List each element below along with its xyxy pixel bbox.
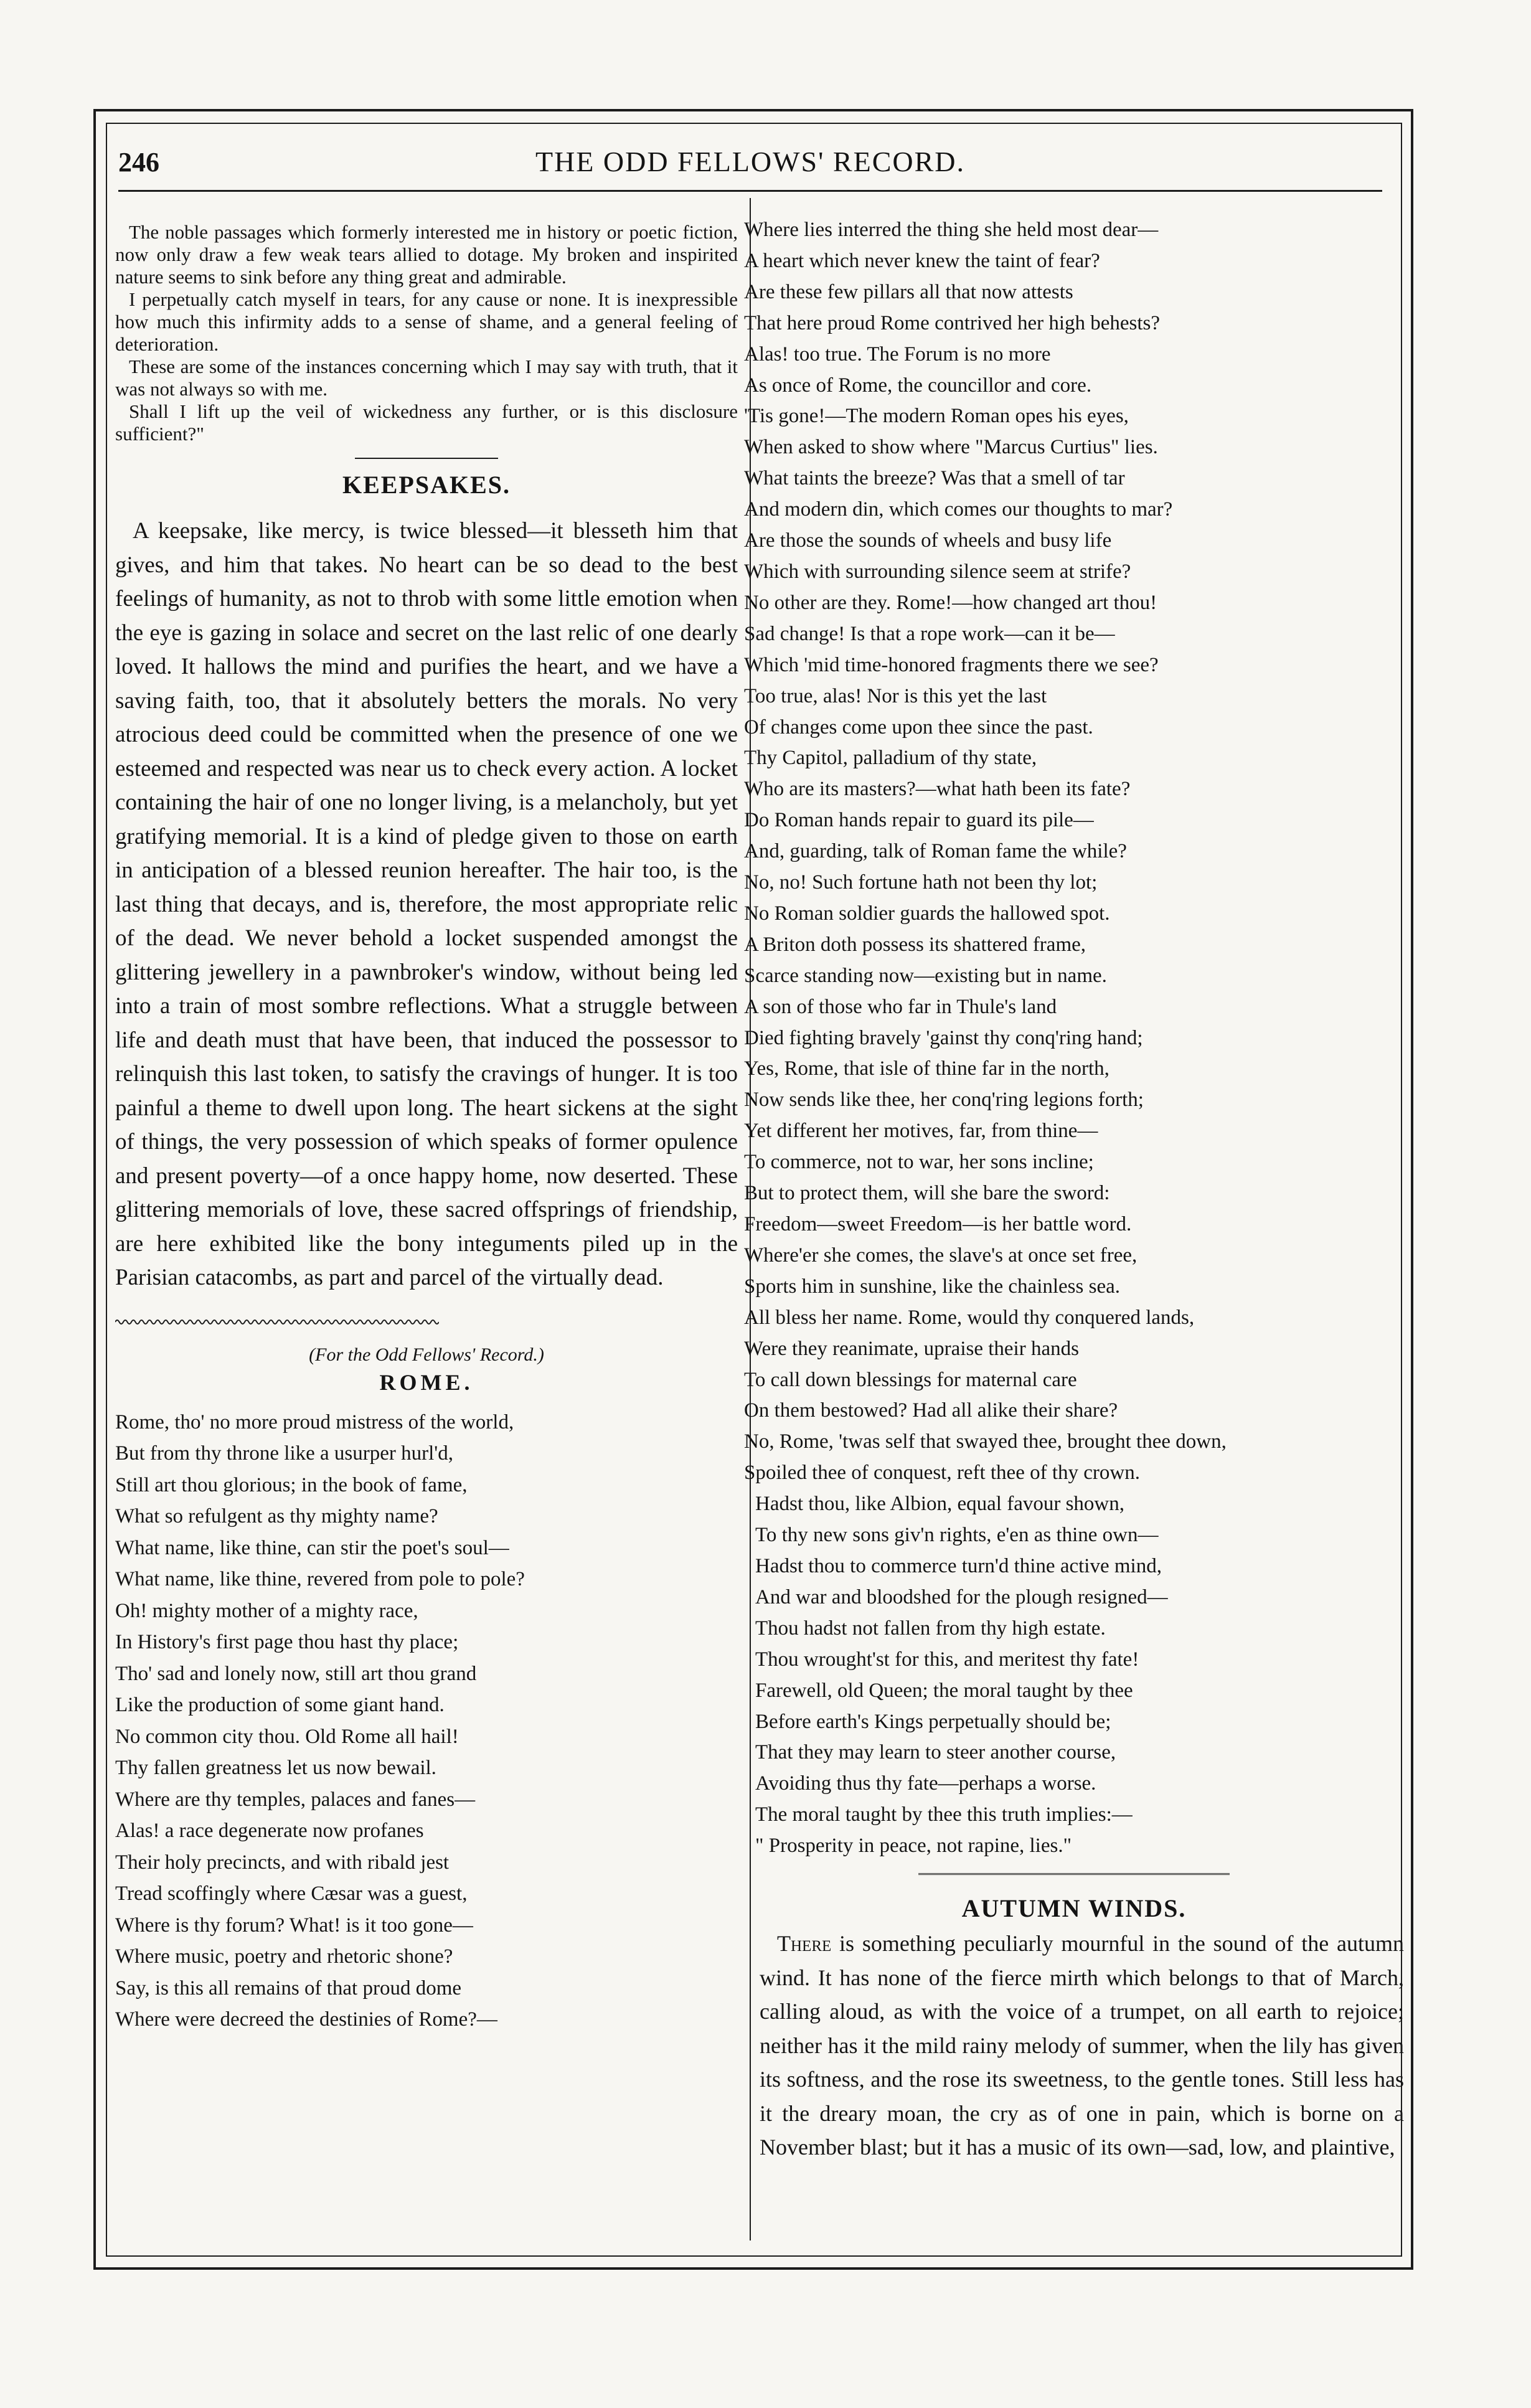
poem-line: No other are they. Rome!—how changed art thou!: [744, 591, 1157, 614]
poem-line: Which with surrounding silence seem at strife?: [744, 560, 1131, 583]
poem-line: What taints the breeze? Was that a smell of tar: [744, 467, 1125, 490]
poem-line: Yet different her motives, far, from thine—: [744, 1120, 1098, 1143]
poem-line: All bless her name. Rome, would thy conquered lands,: [744, 1306, 1195, 1329]
poem-line: Tread scoffingly where Cæsar was a guest,: [115, 1882, 468, 1905]
intro-section: [115, 221, 738, 445]
poem-line: No, no! Such fortune hath not been thy lot;: [744, 871, 1098, 894]
poem-line: Where'er she comes, the slave's at once set free,: [744, 1244, 1138, 1267]
poem-line: No Roman soldier guards the hallowed spot.: [744, 902, 1110, 925]
poem-line: Where music, poetry and rhetoric shone?: [115, 1945, 453, 1968]
keepsakes-paragraph: A keepsake, like mercy, is twice blessed—it blesseth him that gives, and him that takes. No heart can be so dead to the best feelings of humanity, as not to throb with some little emotion when the eye is gazing in solace and secret on the last relic of one dearly loved. It hallows the mind and purifies the heart, and we have a saving faith, too, that it absolutely betters the morals. No very atrocious deed could be committed when the presence of one we esteemed and respected was near us to check every action. A locket containing the hair of one no longer living, is a melancholy, but yet gratifying memorial. It is a kind of pledge given to those on earth in anticipation of a blessed reunion hereafter. The hair too, is the last thing that decays, and is, therefore, the most appropriate relic of the dead. We never behold a locket suspended amongst the glittering jewellery in a pawnbroker's window, without being led into a train of most sombre reflections. What a struggle between life and death must that have been, that induced the possessor to relinquish this last token, to satisfy the cravings of hunger. It is too painful a theme to dwell upon long. The heart sickens at the sight of things, the very possession of which speaks of former opulence and present poverty—of a once happy home, now deserted. These glittering memorials of love, these sacred offsprings of friendship, are here exhibited like the bony integuments piled up in the Parisian catacombs, as part and parcel of the virtually dead.: [115, 518, 738, 1290]
intro-paragraph: I perpetually catch myself in tears, for any cause or none. It is inexpressible how much this infirmity adds to a sense of shame, and a general feeling of deterioration.: [115, 288, 738, 355]
page-number: 246: [118, 147, 159, 177]
poem-line: A heart which never knew the taint of fear?: [744, 249, 1100, 272]
poem-line: Hadst thou to commerce turn'd thine active mind,: [755, 1554, 1162, 1577]
poem-line: As once of Rome, the councillor and core.: [744, 374, 1092, 397]
poem-line: A son of those who far in Thule's land: [744, 995, 1057, 1018]
poem-line: Now sends like thee, her conq'ring legions forth;: [744, 1088, 1144, 1112]
poem-line: And, guarding, talk of Roman fame the while?: [744, 840, 1127, 863]
poem-line: The moral taught by thee this truth implies:—: [755, 1803, 1133, 1826]
poem-line: Farewell, old Queen; the moral taught by thee: [755, 1679, 1133, 1702]
section-rule-double: [918, 1873, 1230, 1877]
autumn-first-word: There: [777, 1931, 832, 1957]
poem-line: Hadst thou, like Albion, equal favour shown,: [755, 1493, 1125, 1516]
poem-line: That they may learn to steer another course,: [755, 1741, 1116, 1764]
poem-line: Yes, Rome, that isle of thine far in the north,: [744, 1057, 1109, 1080]
poem-line: Of changes come upon thee since the past.: [744, 715, 1093, 739]
keepsakes-title: KEEPSAKES.: [342, 471, 511, 499]
poem-line: But from thy throne like a usurper hurl'd,: [115, 1442, 454, 1465]
rome-title: ROME.: [379, 1369, 474, 1395]
header-rule: [118, 190, 1382, 192]
poem-line: Who are its masters?—what hath been its fate?: [744, 778, 1131, 801]
running-title: THE ODD FELLOWS' RECORD.: [535, 146, 966, 177]
poem-line: A Briton doth possess its shattered frame,: [744, 933, 1086, 956]
poem-line: Still art thou glorious; in the book of fame,: [115, 1473, 468, 1496]
poem-line: Died fighting bravely 'gainst thy conq'ring hand;: [744, 1026, 1143, 1049]
poem-line: No common city thou. Old Rome all hail!: [115, 1725, 459, 1748]
poem-line: Where are thy temples, palaces and fanes—: [115, 1788, 476, 1811]
poem-line: Which 'mid time-honored fragments there we see?: [744, 653, 1159, 676]
poem-line: Like the production of some giant hand.: [115, 1694, 445, 1716]
poem-line: That here proud Rome contrived her high behests?: [744, 311, 1161, 334]
poem-line: What so refulgent as thy mighty name?: [115, 1505, 438, 1527]
poem-line: Freedom—sweet Freedom—is her battle word.: [744, 1213, 1132, 1235]
intro-paragraph: The noble passages which formerly interested me in history or poetic fiction, now only draw a few weak tears allied to dotage. My broken and inspirited nature seems to sink before any thing great and admirable.: [115, 221, 738, 288]
poem-line: When asked to show where "Marcus Curtius" lies.: [744, 436, 1158, 459]
poem-line: Are these few pillars all that now attests: [744, 280, 1073, 303]
poem-line: And modern din, which comes our thoughts to mar?: [744, 498, 1173, 521]
poem-line: On them bestowed? Had all alike their share?: [744, 1399, 1118, 1422]
intro-paragraph: These are some of the instances concerning which I may say with truth, that it was not always so with me.: [115, 356, 738, 400]
poem-line: Spoiled thee of conquest, reft thee of thy crown.: [744, 1461, 1140, 1485]
autumn-winds-title: AUTUMN WINDS.: [961, 1894, 1187, 1923]
poem-line: Where were decreed the destinies of Rome?—: [115, 2008, 497, 2031]
poem-line: Thy Capitol, palladium of thy state,: [744, 747, 1037, 770]
poem-line: Their holy precincts, and with ribald jest: [115, 1851, 450, 1874]
poem-line: Too true, alas! Nor is this yet the last: [744, 684, 1047, 707]
poem-line: Are those the sounds of wheels and busy life: [744, 529, 1112, 552]
poem-line: Where is thy forum? What! is it too gone—: [115, 1914, 473, 1937]
autumn-winds-paragraph: [760, 1927, 1404, 2165]
poem-line: In History's first page thou hast thy place;: [115, 1631, 459, 1653]
poem-line: To thy new sons giv'n rights, e'en as thine own—: [755, 1524, 1159, 1547]
poem-line: Were they reanimate, upraise their hands: [744, 1337, 1079, 1360]
poem-line: Do Roman hands repair to guard its pile—: [744, 809, 1094, 832]
poem-line: What name, like thine, revered from pole to pole?: [115, 1568, 525, 1590]
rome-attribution: (For the Odd Fellows' Record.): [309, 1344, 544, 1365]
poem-line: Avoiding thus thy fate—perhaps a worse.: [755, 1772, 1096, 1795]
poem-line: Rome, tho' no more proud mistress of the world,: [115, 1410, 514, 1433]
poem-line: But to protect them, will she bare the sword:: [744, 1182, 1110, 1205]
section-rule: [355, 458, 498, 459]
right-column: [744, 215, 1404, 2165]
poem-line: " Prosperity in peace, not rapine, lies.": [755, 1834, 1072, 1858]
poem-line: To commerce, not to war, her sons incline;: [744, 1151, 1094, 1174]
poem-line: And war and bloodshed for the plough resigned—: [755, 1585, 1168, 1608]
rome-poem-part-2: [744, 215, 1404, 1862]
autumn-text: is something peculiarly mournful in the sound of the autumn wind. It has none of the fierce mirth which belongs to that of March, calling aloud, as with the voice of a trumpet, on all earth to rejoice; neither has it the mild rainy melody of summer, when the lily has given its softness, and the rose its sweetness, to the gentle tones. Still less has it the dreary moan, the cry as of one in pain, which is borne on a November blast; but it has a music of its own—sad, low, and plaintive,: [760, 1931, 1404, 2160]
poem-line: Before earth's Kings perpetually should be;: [755, 1710, 1111, 1733]
poem-line: 'Tis gone!—The modern Roman opes his eyes,: [744, 405, 1129, 428]
page-header: [118, 140, 1382, 190]
poem-line: What name, like thine, can stir the poet's soul—: [115, 1536, 509, 1559]
poem-line: Where lies interred the thing she held most dear—: [744, 219, 1159, 241]
rome-poem-part-1: [115, 1407, 738, 2036]
poem-line: Scarce standing now—existing but in name.: [744, 964, 1107, 987]
wavy-divider: [115, 1316, 439, 1328]
poem-line: Oh! mighty mother of a mighty race,: [115, 1599, 418, 1622]
poem-line: Alas! too true. The Forum is no more: [744, 342, 1051, 366]
left-column: [115, 221, 738, 2036]
poem-line: Tho' sad and lonely now, still art thou grand: [115, 1662, 477, 1685]
poem-line: Say, is this all remains of that proud dome: [115, 1976, 462, 2000]
poem-line: Thou hadst not fallen from thy high estate.: [755, 1617, 1106, 1640]
poem-line: Alas! a race degenerate now profanes: [115, 1820, 424, 1842]
poem-line: Thou wrought'st for this, and meritest thy fate!: [755, 1648, 1139, 1671]
poem-line: To call down blessings for maternal care: [744, 1368, 1077, 1391]
poem-line: Sad change! Is that a rope work—can it be—: [744, 622, 1115, 645]
poem-line: Sports him in sunshine, like the chainless sea.: [744, 1275, 1121, 1298]
poem-line: Thy fallen greatness let us now bewail.: [115, 1757, 436, 1779]
poem-line: No, Rome, 'twas self that swayed thee, brought thee down,: [744, 1430, 1227, 1453]
intro-paragraph: Shall I lift up the veil of wickedness any further, or is this disclosure sufficient?": [115, 400, 738, 445]
